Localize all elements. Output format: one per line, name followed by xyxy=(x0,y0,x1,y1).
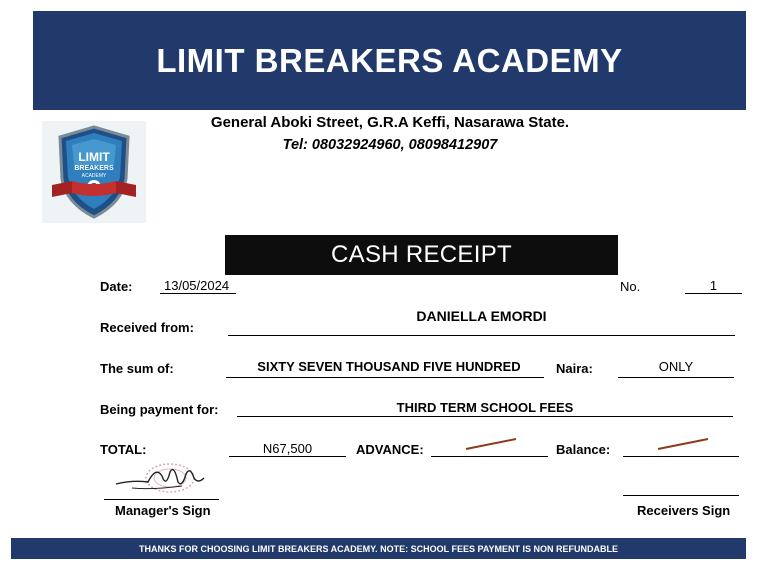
footer-banner xyxy=(11,538,746,559)
manager-sign-label: Manager's Sign xyxy=(115,503,211,518)
naira-label: Naira: xyxy=(556,361,593,376)
header-banner xyxy=(33,11,746,110)
svg-text:BREAKERS: BREAKERS xyxy=(74,165,114,172)
balance-dash-mark xyxy=(656,437,710,451)
shield-logo-icon xyxy=(42,121,146,223)
svg-text:ACADEMY: ACADEMY xyxy=(81,173,107,179)
footer-note: THANKS FOR CHOOSING LIMIT BREAKERS ACADEMY. NOTE: SCHOOL FEES PAYMENT IS NON REFUNDABLE xyxy=(138,543,619,554)
advance-dash-mark xyxy=(464,437,518,451)
receiver-sign-label: Receivers Sign xyxy=(637,503,731,518)
manager-sign-line xyxy=(104,499,219,500)
received-from-value: DANIELLA EMORDI xyxy=(416,308,547,324)
naira-underline xyxy=(618,377,734,378)
total-value: N67,500 xyxy=(262,441,313,456)
date-label: Date: xyxy=(100,279,133,294)
school-telephone: Tel: 08032924960, 08098412907 xyxy=(282,137,498,153)
balance-underline xyxy=(623,456,739,457)
academy-logo xyxy=(42,121,146,223)
receipt-title: CASH RECEIPT xyxy=(331,241,512,268)
date-underline xyxy=(160,293,236,294)
balance-label: Balance: xyxy=(556,442,611,457)
manager-signature-icon xyxy=(112,458,212,500)
sum-value: SIXTY SEVEN THOUSAND FIVE HUNDRED xyxy=(257,359,521,374)
payment-for-label: Being payment for: xyxy=(100,402,219,417)
total-underline xyxy=(229,456,346,457)
number-label: No. xyxy=(620,279,641,294)
sum-label: The sum of: xyxy=(100,361,174,376)
school-address: General Aboki Street, G.R.A Keffi, Nasarawa State. xyxy=(210,114,570,131)
svg-text:LIMIT: LIMIT xyxy=(78,150,110,164)
payment-for-underline xyxy=(237,416,733,417)
naira-value: ONLY xyxy=(658,359,694,374)
number-underline xyxy=(685,293,742,294)
number-value: 1 xyxy=(709,278,718,293)
advance-underline xyxy=(431,456,548,457)
academy-title: LIMIT BREAKERS ACADEMY xyxy=(156,41,623,79)
receipt-title-bar xyxy=(225,235,618,275)
received-from-label: Received from: xyxy=(100,320,194,335)
total-label: TOTAL: xyxy=(100,442,147,457)
receiver-sign-line xyxy=(623,495,739,496)
sum-underline xyxy=(226,377,544,378)
advance-label: ADVANCE: xyxy=(356,442,424,457)
received-from-underline xyxy=(228,335,735,336)
date-value: 13/05/2024 xyxy=(164,278,230,293)
payment-for-value: THIRD TERM SCHOOL FEES xyxy=(396,400,574,415)
